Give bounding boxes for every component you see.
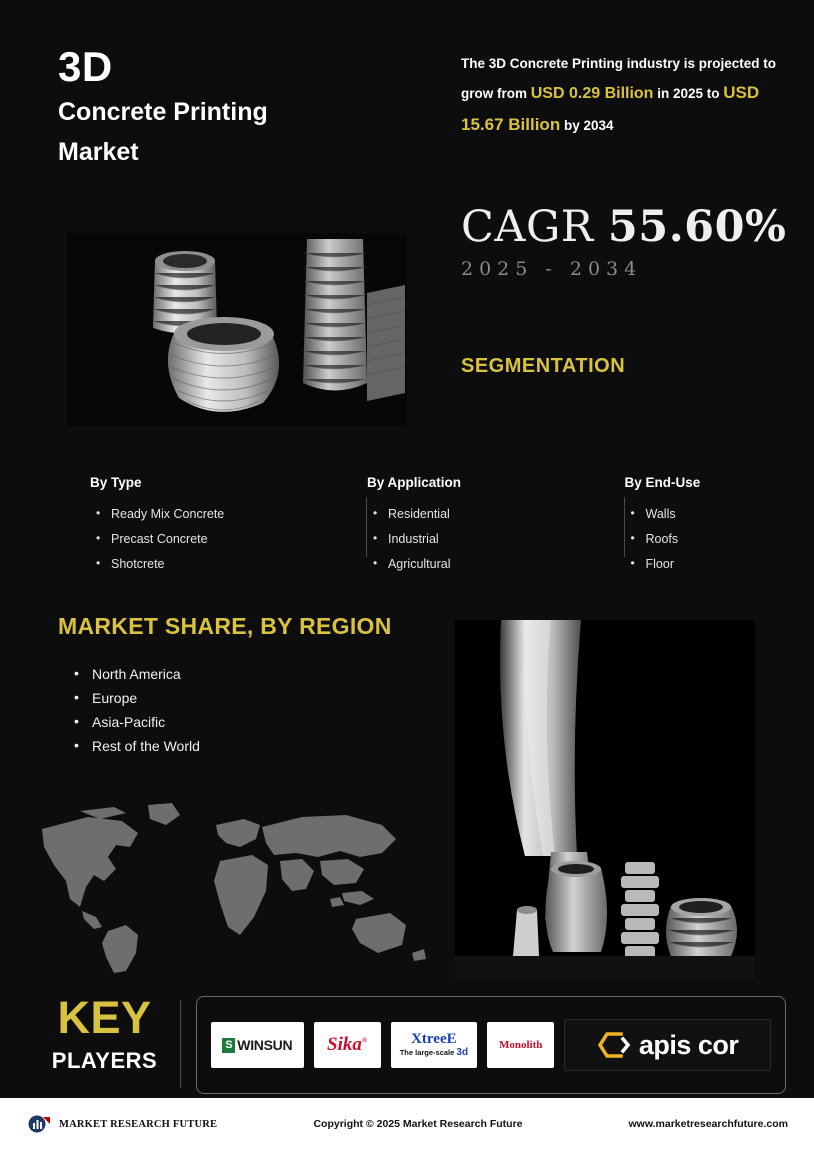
xtreee-superscript: 3d — [456, 1046, 469, 1058]
projection-value-2025: USD 0.29 Billion — [530, 84, 654, 102]
apis-cor-wordmark: apis cor — [638, 1029, 739, 1060]
printed-vessels-illustration — [67, 233, 407, 426]
cagr-label: CAGR — [461, 202, 608, 252]
list-item: • North America — [70, 662, 200, 686]
list-item: • Walls — [625, 502, 781, 527]
logo-sika-text — [327, 1034, 367, 1056]
segmentation-list-type — [90, 502, 367, 577]
segmentation-title-type: By Type — [90, 475, 142, 490]
apis-cor-mark-icon — [597, 1028, 631, 1062]
projection-part-1: The 3D Concrete Printing industry is projected to grow from — [461, 56, 777, 101]
world-map — [30, 795, 430, 975]
key-players-divider — [180, 1000, 181, 1088]
footer-website[interactable]: www.marketresearchfuture.com — [628, 1118, 788, 1130]
segmentation-columns — [90, 475, 780, 577]
projection-part-3: by 2034 — [560, 117, 614, 133]
logo-xtreee-text — [400, 1032, 468, 1059]
list-item: • Precast Concrete — [90, 527, 367, 552]
title-line-3: Market — [58, 137, 139, 166]
segmentation-column-end-use — [625, 475, 781, 577]
hero-image-bottom — [455, 620, 755, 980]
list-item: • Asia-Pacific — [70, 710, 200, 734]
list-item: • Shotcrete — [90, 552, 367, 577]
logo-monolith — [487, 1022, 554, 1068]
logo-winsun-text — [222, 1037, 292, 1053]
title-line-2: Concrete Printing — [58, 98, 268, 127]
monolith-wordmark: Monolith — [498, 1039, 543, 1051]
segmentation-heading: SEGMENTATION — [461, 355, 626, 377]
list-item: • Roofs — [625, 527, 781, 552]
region-list — [70, 662, 200, 758]
segmentation-column-type — [90, 475, 367, 577]
xtreee-tagline — [400, 1047, 468, 1059]
logo-winsun — [211, 1022, 304, 1068]
title-line-1: 3D — [58, 43, 113, 90]
projection-part-2: in 2025 to — [653, 85, 724, 101]
logo-sika — [314, 1022, 381, 1068]
segmentation-title-end-use: By End-Use — [624, 475, 701, 490]
key-players-line-1: KEY — [57, 992, 152, 1043]
list-item: • Residential — [367, 502, 625, 527]
list-item: • Europe — [70, 686, 200, 710]
page-title — [58, 44, 418, 170]
segmentation-column-application — [367, 475, 625, 577]
winsun-mark-icon: S — [222, 1038, 235, 1053]
list-item: • Floor — [625, 552, 781, 577]
footer-copyright: Copyright © 2025 Market Research Future — [313, 1118, 523, 1130]
footer — [0, 1098, 814, 1150]
projection-value-2034: USD 15.67 Billion — [461, 82, 760, 134]
segmentation-list-application — [367, 502, 625, 577]
segmentation-list-end-use — [625, 502, 781, 577]
printed-structures-illustration — [455, 620, 755, 980]
registered-trademark-icon: ® — [361, 1036, 368, 1045]
projection-statement — [461, 52, 791, 140]
footer-brand — [28, 1113, 308, 1135]
winsun-wordmark: WINSUN — [237, 1037, 293, 1053]
segmentation-title-application: By Application — [366, 475, 461, 490]
xtreee-tagline-text: The large-scale — [399, 1047, 455, 1057]
key-players-logo-box — [196, 996, 786, 1094]
cagr-block — [461, 202, 801, 280]
cagr-line — [461, 202, 801, 252]
cagr-value: 55.60% — [607, 202, 787, 252]
xtreee-wordmark: XtreeE — [411, 1030, 457, 1047]
list-item: • Rest of the World — [70, 734, 200, 758]
hero-image-top — [67, 233, 407, 426]
logo-apis-cor — [564, 1019, 771, 1071]
list-item: • Industrial — [367, 527, 625, 552]
cagr-years: 2025 - 2034 — [461, 258, 643, 280]
market-research-future-logo-icon — [28, 1113, 52, 1135]
list-item: • Ready Mix Concrete — [90, 502, 367, 527]
sika-wordmark: Sika — [327, 1034, 362, 1055]
logo-xtreee — [391, 1022, 478, 1068]
list-item: • Agricultural — [367, 552, 625, 577]
world-map-icon — [30, 795, 430, 975]
region-heading: MARKET SHARE, BY REGION — [58, 613, 392, 639]
key-players-label — [32, 992, 177, 1074]
footer-brand-text: MARKET RESEARCH FUTURE — [59, 1118, 218, 1130]
key-players-line-2: PLAYERS — [51, 1048, 158, 1073]
